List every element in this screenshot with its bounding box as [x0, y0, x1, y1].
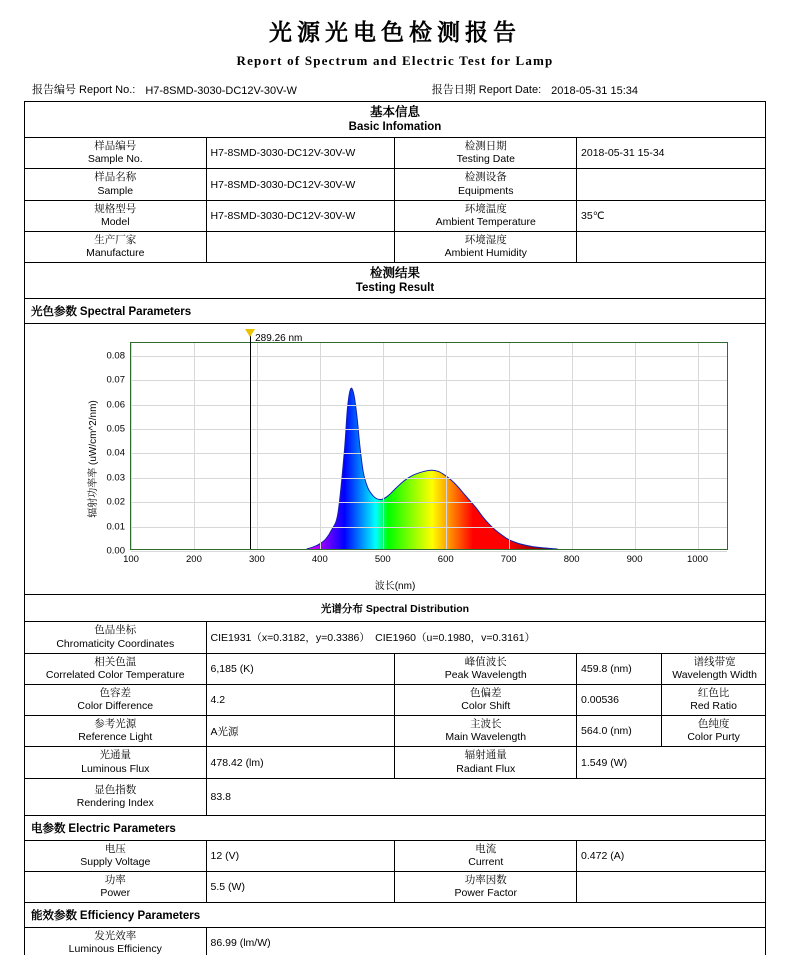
radiant-flux-label	[395, 747, 577, 778]
testing-date-label-cn: 检测日期	[464, 140, 507, 153]
table-row	[25, 716, 766, 747]
power-factor-label-cn: 功率因数	[464, 873, 507, 886]
luminous-flux-label-cn: 光通量	[99, 749, 132, 762]
chart-row	[25, 324, 766, 595]
rendering-index-label	[25, 778, 207, 815]
spectral-distribution-cn: 光谱分布	[320, 602, 363, 615]
table-row	[25, 138, 766, 169]
reference-light-label-en: Reference Light	[78, 731, 153, 744]
color-shift-value: 0.00536	[577, 684, 662, 715]
model-label	[25, 200, 207, 231]
spectral-band-en: Spectral Parameters	[79, 306, 192, 319]
chart-gridline	[635, 343, 636, 549]
current-label-cn: 电流	[475, 842, 497, 855]
rendering-index-label-en: Rendering Index	[76, 796, 154, 809]
chart-x-tick: 500	[374, 554, 391, 566]
sample-no-label-cn: 样品编号	[94, 140, 137, 153]
chart-x-axis-title: 波长(nm)	[374, 581, 416, 593]
spectrum-chart	[25, 324, 765, 594]
main-wavelength-label	[395, 716, 577, 747]
cct-label	[25, 653, 207, 684]
chart-x-tick: 800	[563, 554, 580, 566]
supply-voltage-label	[25, 840, 207, 871]
luminous-efficiency-label-en: Luminous Efficiency	[68, 943, 162, 955]
chart-x-tick: 200	[186, 554, 202, 566]
testing-date-label	[395, 138, 577, 169]
spectral-distribution-row	[25, 595, 766, 622]
luminous-flux-label	[25, 747, 207, 778]
chart-gridline	[131, 356, 727, 357]
table-row	[25, 200, 766, 231]
chart-gridline	[320, 343, 321, 549]
cct-label-cn: 相关色温	[94, 655, 137, 668]
chart-gridline	[131, 405, 727, 406]
table-row	[25, 169, 766, 200]
manufacture-label-cn: 生产厂家	[94, 233, 137, 246]
red-ratio-label-en: Red Ratio	[690, 700, 737, 712]
color-difference-label	[25, 684, 207, 715]
table-row	[25, 747, 766, 778]
supply-voltage-label-en: Supply Voltage	[80, 855, 151, 868]
chart-y-tick: 0.06	[106, 399, 125, 411]
efficiency-band-en: Efficiency Parameters	[79, 910, 201, 923]
basic-info-header-row	[25, 102, 766, 138]
wavelength-width-cell	[662, 653, 766, 684]
chart-y-tick: 0.01	[106, 521, 125, 533]
chart-gridline	[383, 343, 384, 549]
current-label	[395, 840, 577, 871]
ambient-temperature-value: 35℃	[577, 200, 766, 231]
report-table	[24, 101, 766, 955]
luminous-flux-label-en: Luminous Flux	[81, 762, 150, 775]
table-row	[25, 622, 766, 653]
rendering-index-label-cn: 显色指数	[94, 783, 137, 796]
report-date-value: 2018-05-31 15:34	[551, 85, 638, 97]
equipments-label-en: Equipments	[458, 184, 514, 197]
current-label-en: Current	[468, 855, 504, 868]
ambient-humidity-label	[395, 231, 577, 262]
chart-gridline	[131, 478, 727, 479]
model-label-cn: 规格型号	[94, 202, 137, 215]
chart-y-tick: 0.04	[106, 447, 125, 459]
page-title-en: Report of Spectrum and Electric Test for Lamp	[236, 53, 554, 68]
radiant-flux-label-en: Radiant Flux	[456, 762, 516, 775]
color-difference-label-en: Color Difference	[77, 700, 154, 712]
current-value: 0.472 (A)	[577, 840, 766, 871]
chart-gridline	[257, 343, 258, 549]
electric-band-en: Electric Parameters	[68, 822, 176, 835]
chart-y-axis-title: 辐射功率率 (uW/cm^2/nm)	[88, 400, 100, 519]
spectral-parameters-band	[25, 299, 766, 324]
sample-no-label	[25, 138, 207, 169]
color-shift-label-cn: 色偏差	[470, 686, 502, 699]
electric-band-row	[25, 815, 766, 840]
chart-x-tick: 900	[626, 554, 643, 566]
supply-voltage-value: 12 (V)	[206, 840, 395, 871]
chart-gridline	[572, 343, 573, 549]
chart-y-tick: 0.08	[106, 350, 125, 362]
peak-wavelength-label-en: Peak Wavelength	[444, 668, 527, 681]
chart-marker-line[interactable]	[250, 335, 251, 549]
power-factor-label	[395, 871, 577, 902]
power-label-cn: 功率	[104, 873, 126, 886]
testing-result-title-cn: 检测结果	[369, 266, 420, 281]
power-factor-label-en: Power Factor	[454, 887, 517, 899]
ambient-temperature-label	[395, 200, 577, 231]
ambient-humidity-value	[577, 231, 766, 262]
cct-value: 6,185 (K)	[206, 653, 395, 684]
chart-x-tick: 100	[123, 554, 139, 566]
chromaticity-coordinates-value: CIE1931（x=0.3182，y=0.3386） CIE1960（u=0.1980，v=0.3161）	[206, 622, 765, 653]
main-wavelength-label-cn: 主波长	[470, 718, 502, 731]
radiant-flux-value: 1.549 (W)	[577, 747, 766, 778]
chart-gridline	[509, 343, 510, 549]
chart-gridline	[698, 343, 699, 549]
chart-y-tick: 0.02	[106, 496, 125, 508]
table-row	[25, 778, 766, 815]
rendering-index-value: 83.8	[206, 778, 765, 815]
power-value: 5.5 (W)	[206, 871, 395, 902]
model-value: H7-8SMD-3030-DC12V-30V-W	[206, 200, 395, 231]
chart-plot-area	[106, 333, 728, 566]
chart-x-tick: 300	[248, 554, 265, 566]
chart-gridline	[131, 429, 727, 430]
equipments-label-cn: 检测设备	[464, 171, 507, 184]
spectrum-curve	[131, 343, 727, 549]
color-difference-label-cn: 色容差	[99, 686, 132, 699]
chart-gridline	[131, 453, 727, 454]
chart-y-tick: 0.00	[106, 545, 125, 557]
chart-x-tick: 700	[500, 554, 517, 566]
model-label-en: Model	[100, 215, 130, 228]
report-meta-row	[24, 81, 766, 97]
color-shift-label	[395, 684, 577, 715]
peak-wavelength-value: 459.8 (nm)	[577, 653, 662, 684]
sample-no-value: H7-8SMD-3030-DC12V-30V-W	[206, 138, 395, 169]
chromaticity-label-en: Chromaticity Coordinates	[56, 637, 175, 650]
supply-voltage-label-cn: 电压	[104, 842, 126, 855]
power-factor-value	[577, 871, 766, 902]
red-ratio-cell	[662, 684, 766, 715]
spectral-band-cn: 光色参数	[31, 306, 77, 319]
reference-light-value: A光源	[206, 716, 395, 747]
table-row	[25, 840, 766, 871]
main-wavelength-value: 564.0 (nm)	[577, 716, 662, 747]
luminous-efficiency-value: 86.99 (lm/W)	[206, 928, 765, 955]
spectrum-chart-cell	[25, 324, 766, 595]
sample-label	[25, 169, 207, 200]
spectral-band-row	[25, 299, 766, 324]
electric-band-cn: 电参数	[31, 822, 66, 835]
wavelength-width-label-en: Wavelength Width	[672, 668, 758, 681]
luminous-flux-value: 478.42 (lm)	[206, 747, 395, 778]
report-no-value: H7-8SMD-3030-DC12V-30V-W	[145, 85, 297, 97]
chart-gridline	[131, 502, 727, 503]
main-wavelength-label-en: Main Wavelength	[445, 731, 527, 744]
report-no-label: 报告编号 Report No.:	[32, 84, 136, 96]
manufacture-value	[206, 231, 395, 262]
radiant-flux-label-cn: 辐射通量	[464, 749, 507, 762]
chromaticity-label-cn: 色品坐标	[94, 624, 137, 637]
manufacture-label-en: Manufacture	[86, 247, 145, 260]
color-difference-value: 4.2	[206, 684, 395, 715]
testing-result-section	[25, 263, 766, 299]
table-row	[25, 684, 766, 715]
table-row	[25, 231, 766, 262]
spectral-distribution-en: Spectral Distribution	[365, 602, 470, 615]
ambient-humidity-label-en: Ambient Humidity	[444, 247, 527, 260]
testing-date-label-en: Testing Date	[456, 153, 515, 166]
chart-gridline	[446, 343, 447, 549]
chart-x-tick: 400	[311, 554, 328, 566]
wavelength-width-label-cn: 谱线带宽	[693, 655, 736, 668]
equipments-label	[395, 169, 577, 200]
page-title-cn: 光源光电色检测报告	[269, 20, 521, 46]
color-purity-label-cn: 色纯度	[697, 718, 730, 731]
reference-light-label-cn: 参考光源	[94, 718, 137, 731]
ambient-temperature-label-cn: 环境温度	[464, 202, 507, 215]
chart-gridline	[194, 343, 195, 549]
cct-label-en: Correlated Color Temperature	[45, 668, 185, 681]
manufacture-label	[25, 231, 207, 262]
luminous-efficiency-label	[25, 928, 207, 955]
peak-wavelength-label	[395, 653, 577, 684]
color-purity-cell	[662, 716, 766, 747]
chromaticity-coordinates-label	[25, 622, 207, 653]
chart-y-tick: 0.05	[106, 423, 125, 435]
chart-gridline	[131, 343, 132, 549]
reference-light-label	[25, 716, 207, 747]
table-row	[25, 871, 766, 902]
power-label	[25, 871, 207, 902]
basic-info-title-cn: 基本信息	[369, 105, 420, 119]
peak-wavelength-label-cn: 峰值波长	[464, 655, 507, 668]
sample-no-label-en: Sample No.	[87, 153, 143, 166]
basic-info-title-en: Basic Infomation	[348, 121, 442, 134]
report-date-label: 报告日期 Report Date:	[431, 84, 542, 96]
sample-label-en: Sample	[97, 184, 134, 197]
testing-date-value: 2018-05-31 15-34	[577, 138, 766, 169]
spectral-distribution-title	[25, 595, 766, 622]
testing-result-title-en: Testing Result	[355, 282, 435, 295]
equipments-value	[577, 169, 766, 200]
table-row	[25, 653, 766, 684]
sample-value: H7-8SMD-3030-DC12V-30V-W	[206, 169, 395, 200]
chart-y-tick: 0.07	[106, 374, 125, 386]
electric-parameters-band	[25, 815, 766, 840]
basic-info-section	[25, 102, 766, 138]
luminous-efficiency-label-cn: 发光效率	[94, 930, 137, 943]
ambient-humidity-label-cn: 环境湿度	[464, 233, 507, 246]
chart-gridline	[131, 527, 727, 528]
ambient-temperature-label-en: Ambient Temperature	[435, 215, 536, 228]
chart-y-tick: 0.03	[106, 472, 125, 484]
table-row	[25, 928, 766, 955]
chart-marker-label: 289.26 nm	[255, 333, 303, 345]
power-label-en: Power	[100, 887, 131, 899]
chart-gridline	[131, 380, 727, 381]
color-shift-label-en: Color Shift	[461, 700, 511, 712]
red-ratio-label-cn: 红色比	[697, 686, 730, 699]
color-purity-label-en: Color Purty	[687, 731, 740, 744]
chart-x-tick: 1000	[686, 554, 709, 566]
testing-result-header-row	[25, 263, 766, 299]
sample-label-cn: 样品名称	[94, 171, 137, 184]
efficiency-parameters-band	[25, 903, 766, 928]
chart-x-tick: 600	[437, 554, 454, 566]
efficiency-band-cn: 能效参数	[31, 910, 77, 923]
efficiency-band-row	[25, 903, 766, 928]
